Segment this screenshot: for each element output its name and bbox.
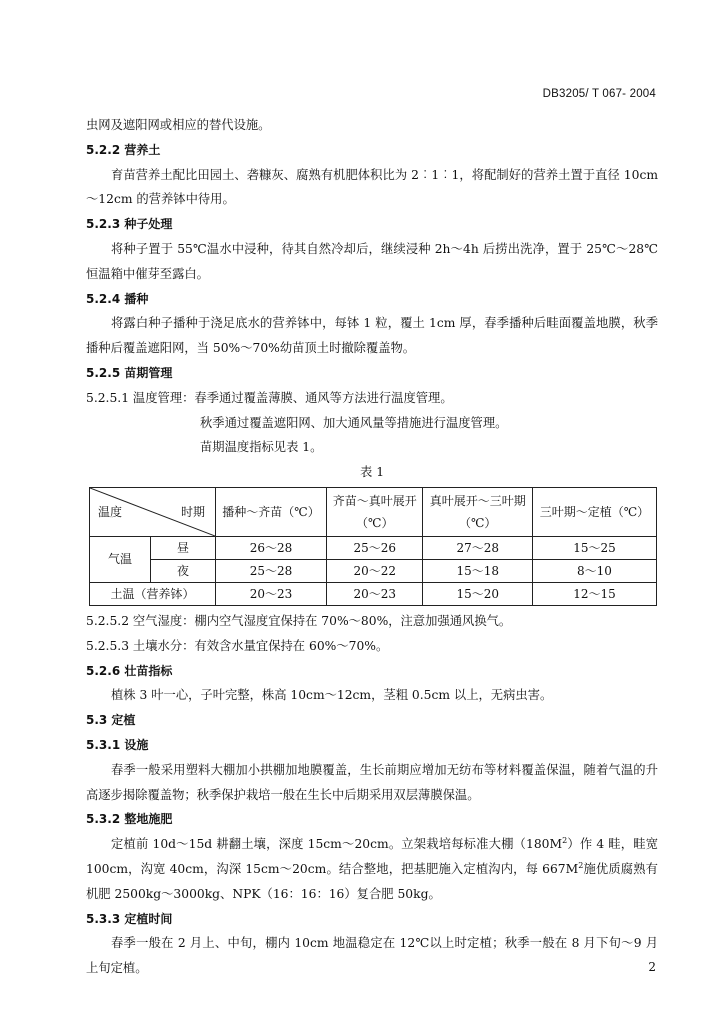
header-col3-line2: （℃） bbox=[459, 515, 497, 530]
heading-5-2-6: 5.2.6 壮苗指标 bbox=[86, 663, 173, 678]
row-label-soil: 土温（营养钵） bbox=[90, 582, 216, 605]
table-row-night bbox=[90, 559, 657, 582]
item-5-2-5-2: 5.2.5.2 空气湿度：棚内空气湿度宜保持在 70%～80%，注意加强通风换气。 bbox=[86, 613, 512, 628]
paragraph-5-2-3: 将种子置于 55℃温水中浸种，待其自然冷却后，继续浸种 2h～4h 后捞出洗净，置于 25℃～28℃恒温箱中催芽至露白。 bbox=[86, 241, 658, 281]
paragraph-continuation: 虫网及遮阳网或相应的替代设施。 bbox=[86, 118, 271, 132]
group-air-temperature: 气温 bbox=[90, 536, 151, 582]
temperature-table bbox=[89, 487, 657, 606]
row-label-night: 夜 bbox=[151, 559, 216, 582]
heading-5-2-2: 5.2.2 营养土 bbox=[86, 142, 161, 157]
paragraph-5-3-2-part-a: 定植前 10d～15d 耕翻土壤，深度 15cm～20cm。立架栽培每标准大棚（180M bbox=[111, 837, 563, 852]
paragraph-5-3-3: 春季一般在 2 月上、中旬，棚内 10cm 地温稳定在 12℃以上时定植；秋季一般在 8 月下旬～9 月上旬定植。 bbox=[86, 936, 658, 976]
item-5-2-5-1: 5.2.5.1 温度管理：春季通过覆盖薄膜、通风等方法进行温度管理。 bbox=[86, 390, 453, 405]
table-title: 表 1 bbox=[359, 465, 385, 480]
paragraph-5-2-6: 植株 3 叶一心，子叶完整，株高 10cm～12cm，茎粗 0.5cm 以上，无病虫害。 bbox=[111, 688, 553, 703]
header-emergence-to-true-leaf bbox=[327, 487, 423, 536]
paragraph-5-3-2 bbox=[86, 832, 658, 906]
heading-5-3: 5.3 定植 bbox=[86, 713, 136, 728]
superscript-square-2: 2 bbox=[578, 860, 584, 870]
table-header-row bbox=[90, 487, 657, 536]
item-5-2-5-1-autumn: 秋季通过覆盖遮阳网、加大通风量等措施进行温度管理。 bbox=[200, 415, 508, 430]
corner-label-temperature: 温度 bbox=[98, 504, 123, 519]
standard-code: DB3205/ T 067- 2004 bbox=[542, 88, 656, 100]
paragraph-5-3-2-part-c: 施优质腐熟有机肥 2500kg～3000kg、NPK（16：16：16）复合肥 50kg。 bbox=[86, 861, 658, 901]
table-corner-cell bbox=[90, 487, 216, 536]
heading-5-3-2: 5.3.2 整地施肥 bbox=[86, 812, 173, 827]
cell-day-3: 27～28 bbox=[423, 536, 532, 559]
cell-day-2: 25～26 bbox=[327, 536, 423, 559]
cell-night-2: 20～22 bbox=[327, 559, 423, 582]
cell-day-1: 26～28 bbox=[216, 536, 327, 559]
header-true-leaf-to-three-leaf bbox=[423, 487, 532, 536]
heading-5-2-5: 5.2.5 苗期管理 bbox=[86, 365, 173, 380]
corner-label-period: 时期 bbox=[180, 504, 205, 519]
cell-soil-2: 20～23 bbox=[327, 582, 423, 605]
paragraph-5-2-2: 育苗营养土配比田园土、砻糠灰、腐熟有机肥体积比为 2︰1︰1，将配制好的营养土置于直径 10cm～12cm 的营养钵中待用。 bbox=[86, 167, 658, 207]
header-col2-line2: （℃） bbox=[356, 515, 394, 530]
paragraph-5-3-1: 春季一般采用塑料大棚加小拱棚加地膜覆盖，生长前期应增加无纺布等材料覆盖保温，随着气温的升高逐步揭除覆盖物；秋季保护栽培一般在生长中后期采用双层薄膜保温。 bbox=[86, 762, 658, 802]
heading-5-3-3: 5.3.3 定植时间 bbox=[86, 911, 173, 926]
heading-5-3-1: 5.3.1 设施 bbox=[86, 737, 149, 752]
row-label-day: 昼 bbox=[151, 536, 216, 559]
table-row-day bbox=[90, 536, 657, 559]
paragraph-5-2-4: 将露白种子播种于浇足底水的营养钵中，每钵 1 粒，覆土 1cm 厚，春季播种后畦面覆盖地膜，秋季播种后覆盖遮阳网，当 50%～70%幼苗顶土时撤除覆盖物。 bbox=[86, 316, 658, 356]
item-5-2-5-1-ref: 苗期温度指标见表 1。 bbox=[200, 440, 323, 455]
header-col2-line1: 齐苗～真叶展开 bbox=[332, 493, 417, 508]
item-5-2-5-3: 5.2.5.3 土壤水分：有效含水量宜保持在 60%～70%。 bbox=[86, 638, 389, 653]
header-three-leaf-to-planting: 三叶期～定植（℃） bbox=[532, 487, 656, 536]
table-row-soil bbox=[90, 582, 657, 605]
cell-soil-1: 20～23 bbox=[216, 582, 327, 605]
document-body bbox=[86, 113, 658, 981]
heading-5-2-3: 5.2.3 种子处理 bbox=[86, 217, 173, 232]
page-number: 2 bbox=[648, 960, 656, 974]
header-col3-line1: 真叶展开～三叶期 bbox=[429, 493, 526, 508]
header-sowing-to-emergence: 播种～齐苗（℃） bbox=[216, 487, 327, 536]
cell-soil-4: 12～15 bbox=[532, 582, 656, 605]
cell-night-3: 15～18 bbox=[423, 559, 532, 582]
heading-5-2-4: 5.2.4 播种 bbox=[86, 291, 149, 306]
cell-night-1: 25～28 bbox=[216, 559, 327, 582]
superscript-square-1: 2 bbox=[562, 836, 568, 846]
cell-day-4: 15～25 bbox=[532, 536, 656, 559]
cell-soil-3: 15～20 bbox=[423, 582, 532, 605]
paragraph-5-3-2-part-b: ）作 4 畦，畦宽 100cm，沟宽 40cm，沟深 15cm～20cm。结合整地，把基肥施入定植沟内，每 667M bbox=[86, 837, 658, 876]
cell-night-4: 8～10 bbox=[532, 559, 656, 582]
